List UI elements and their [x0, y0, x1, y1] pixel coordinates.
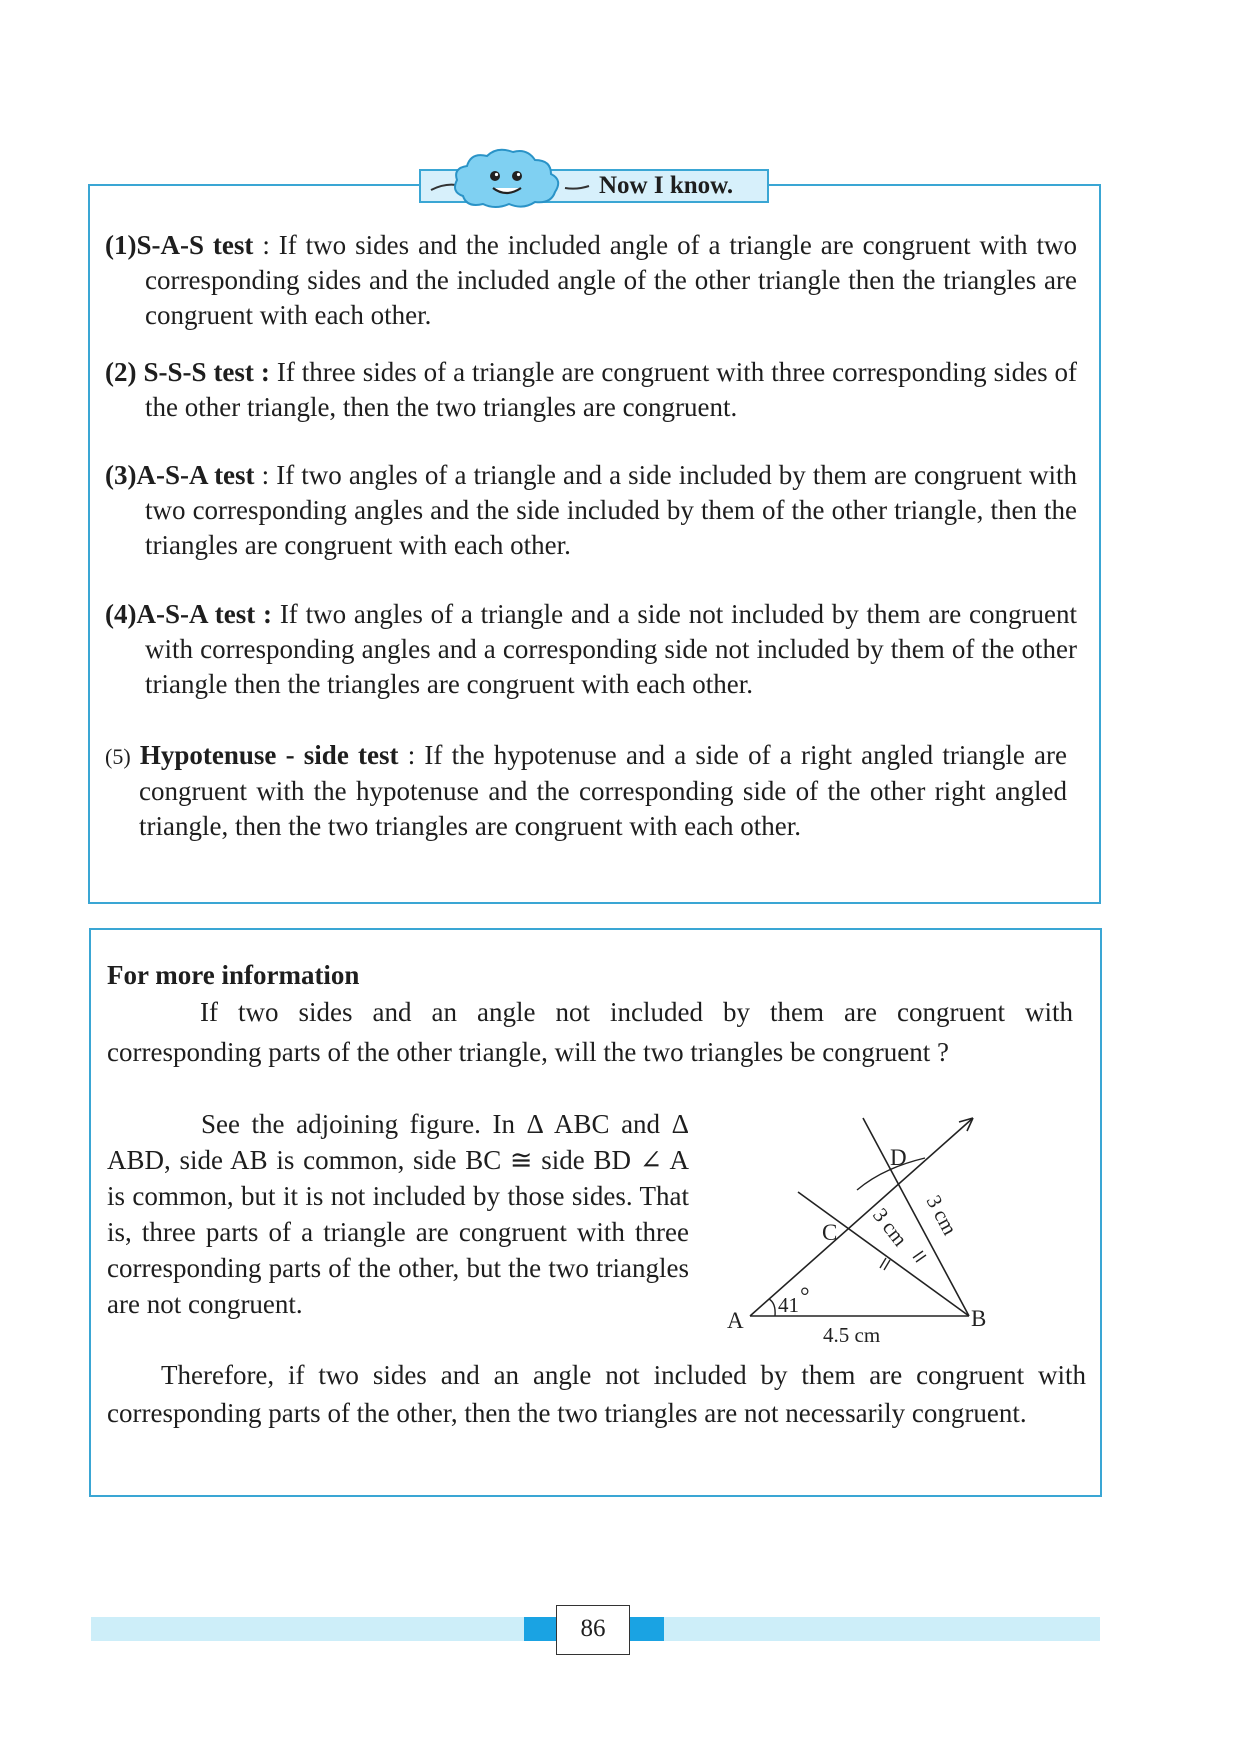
item-text: If two angles of a triangle and a side included by them are congruent with two corresponding angles and the side included by them of the other triangle, then the triangles are congruent with each other.: [145, 460, 1077, 560]
ab-length-label: 4.5 cm: [823, 1323, 881, 1347]
item-term: S-A-S test: [136, 230, 254, 260]
item-term: A-S-A test :: [136, 599, 273, 629]
triangle-figure: [715, 1108, 1015, 1348]
tick-mark: [884, 1260, 890, 1270]
item-number: (5): [105, 744, 131, 769]
item-number: (2): [105, 357, 137, 387]
point-label-b: B: [971, 1306, 987, 1331]
item-text: If three sides of a triangle are congruent with three corresponding sides of the other triangle, then the two triangles are congruent.: [145, 357, 1078, 422]
list-item: [105, 597, 1077, 702]
tick-mark: [880, 1258, 886, 1268]
item-number: (1): [105, 230, 137, 260]
point-label-d: D: [890, 1145, 907, 1170]
list-item: [105, 355, 1077, 425]
degree-symbol: °: [800, 1284, 810, 1310]
tick-mark: [916, 1255, 926, 1262]
item-number: (3): [105, 460, 137, 490]
item-text: If two angles of a triangle and a side not included by them are congruent with corresponding angles and a corresponding side not included by them of the other triangle then the triangles are congruent with each other.: [145, 599, 1077, 699]
now-i-know-title: Now I know.: [599, 172, 734, 199]
more-information-question: If two sides and an angle not included by them are congruent with corresponding parts of the other triangle, will the two triangles be congruent ?: [107, 997, 1073, 1067]
angle-value: 41: [778, 1293, 799, 1317]
cloud-mascot-icon: [427, 146, 592, 212]
point-label-c: C: [822, 1220, 838, 1245]
item-term: Hypotenuse - side test: [139, 740, 399, 770]
list-item: [105, 738, 1067, 844]
figure-explanation: See the adjoining figure. In Δ ABC and Δ ABD, side AB is common, side BC ≅ side BD ∠ A is common, but it is not included by those sides. That is, three parts of a triangle are congruent with three corresponding parts of the other, but the two triangles are not congruent.: [107, 1109, 689, 1319]
page-number: 86: [556, 1605, 630, 1655]
now-i-know-header: [419, 168, 769, 204]
angle-arc: [769, 1299, 775, 1316]
bd-length-label: 3 cm: [921, 1191, 963, 1239]
list-item: [105, 228, 1077, 333]
item-separator: :: [254, 460, 277, 490]
item-separator: :: [253, 230, 279, 260]
more-information-heading: For more information: [107, 960, 360, 990]
tick-mark: [913, 1251, 923, 1258]
conclusion-text: Therefore, if two sides and an angle not included by them are congruent with corresponding parts of the other, then the two triangles are not necessarily congruent.: [107, 1360, 1086, 1428]
point-label-a: A: [727, 1308, 744, 1333]
item-separator: [272, 599, 280, 629]
item-term: S-S-S test :: [143, 357, 270, 387]
bc-length-label: 3 cm: [868, 1203, 913, 1251]
item-number: (4): [105, 599, 137, 629]
item-term: A-S-A test: [136, 460, 255, 490]
item-separator: [270, 357, 277, 387]
item-separator: :: [398, 740, 425, 770]
list-item: [105, 458, 1077, 563]
item-text: If two sides and the included angle of a triangle are congruent with two corresponding sides and the included angle of the other triangle then the triangles are congruent with each other.: [145, 230, 1077, 330]
item-text: If the hypotenuse and a side of a right angled triangle are congruent with the hypotenuse and the corresponding side of the other right angled triangle, then the two triangles are congruent with each other.: [139, 740, 1067, 841]
